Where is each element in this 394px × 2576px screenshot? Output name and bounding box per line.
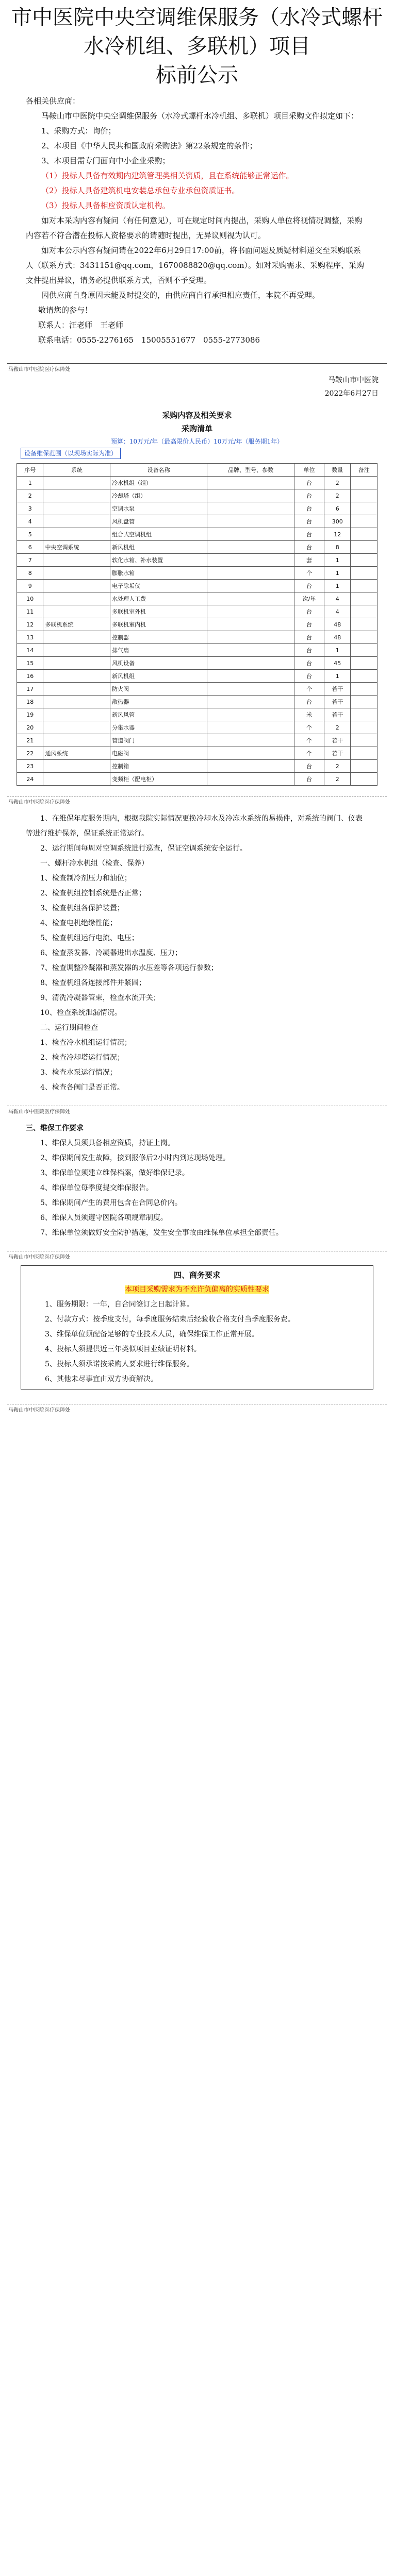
table-cell: 8 [324, 541, 351, 554]
requirement-item: 4、检查电机绝缘性能； [40, 919, 117, 927]
table-row [17, 683, 377, 696]
intro-item-1: 1、采购方式：询价； [41, 126, 116, 135]
table-cell [351, 631, 377, 644]
table-cell: 2 [324, 773, 351, 786]
scope-tag: 设备维保范围（以现场实际为准） [21, 448, 121, 459]
requirement-item: 2、检查机组控制系统是否正常； [40, 889, 146, 897]
table-cell: 台 [294, 528, 324, 541]
table-cell: 7 [17, 554, 43, 567]
table-cell: 2 [324, 489, 351, 502]
table-header-cell: 单位 [294, 464, 324, 477]
table-cell: 1 [324, 670, 351, 683]
requirement-item: 3、检查机组各保护装置； [40, 904, 124, 912]
table-header-cell: 设备名称 [110, 464, 207, 477]
requirement-red-2: （2）投标人具备建筑机电安装总承包专业承包资质证书。 [41, 186, 240, 195]
requirement-item: 1、检查冷水机组运行情况； [40, 1039, 132, 1047]
table-row [17, 605, 377, 618]
requirement-item: 8、检查机组各连接部件并紧固； [40, 979, 146, 987]
page-title [5, 0, 389, 90]
table-cell [43, 477, 110, 489]
section-header-label: 马鞍山市中医院医疗保障处 [8, 1109, 70, 1115]
table-cell: 冷却塔（组） [110, 489, 207, 502]
table-cell: 防火阀 [110, 683, 207, 696]
table-cell [207, 554, 294, 567]
table-body [17, 477, 377, 786]
salutation: 各相关供应商： [26, 96, 80, 106]
business-requirement-item: 1、服务期限：一年，自合同签订之日起计算。 [45, 1300, 194, 1309]
table-cell: 变频柜（配电柜） [110, 773, 207, 786]
table-cell [351, 567, 377, 580]
table-cell: 9 [17, 580, 43, 592]
work-requirements-title: 三、维保工作要求 [26, 1124, 84, 1132]
requirement-red-3: （3）投标人具备相应资质认定机构。 [41, 201, 170, 210]
table-cell: 个 [294, 567, 324, 580]
table-cell: 空调水泵 [110, 502, 207, 515]
table-cell [351, 760, 377, 773]
table-cell: 6 [324, 502, 351, 515]
table-cell [43, 567, 110, 580]
table-cell: 若干 [324, 747, 351, 760]
requirement-item: 9、清洗冷凝器管束，检查水流开关； [40, 994, 160, 1002]
table-cell [43, 580, 110, 592]
requirement-item: 4、检查各阀门是否正常。 [40, 1083, 124, 1092]
requirement-paragraph-1: 1、在维保年度服务期内，根据我院实际情况更换冷却水及冷冻水系统的易损件，对系统的阀门、仪表等进行维护保养，保证系统正常运行。 [26, 815, 363, 838]
device-table [17, 463, 377, 786]
table-cell [43, 721, 110, 734]
thanks-text: 敬请您的参与！ [38, 306, 93, 315]
table-cell: 多联机系统 [43, 618, 110, 631]
table-cell [351, 528, 377, 541]
table-cell: 8 [17, 567, 43, 580]
table-row [17, 477, 377, 489]
work-requirement-item: 7、维保单位须做好安全防护措施，发生安全事故由维保单位承担全部责任。 [40, 1229, 283, 1237]
table-cell: 次/年 [294, 592, 324, 605]
requirement-item: 10、检查系统泄漏情况。 [40, 1009, 122, 1017]
table-cell: 23 [17, 760, 43, 773]
intro-paragraph-4: 因供应商自身原因未能及时提交的，由供应商自行承担相应责任，本院不再受理。 [41, 291, 320, 300]
table-cell: 中央空调系统 [43, 541, 110, 554]
table-cell: 电磁阀 [110, 747, 207, 760]
table-cell: 1 [324, 567, 351, 580]
table-cell [207, 708, 294, 721]
table-cell: 新风机组 [110, 541, 207, 554]
table-cell: 1 [324, 580, 351, 592]
table-header-cell: 品牌、型号、参数 [207, 464, 294, 477]
table-cell: 冷水机组（组） [110, 477, 207, 489]
table-cell: 台 [294, 477, 324, 489]
table-cell: 台 [294, 657, 324, 670]
table-row [17, 515, 377, 528]
table-cell [43, 528, 110, 541]
table-cell: 6 [17, 541, 43, 554]
table-cell: 14 [17, 644, 43, 657]
table-cell: 台 [294, 696, 324, 708]
requirement-red-1: （1）投标人具备有效期内建筑管理类相关资质，且在系统能够正常运作。 [41, 171, 294, 180]
table-cell: 12 [17, 618, 43, 631]
table-cell [351, 541, 377, 554]
table-row [17, 670, 377, 683]
section-header-label: 马鞍山市中医院医疗保障处 [8, 1255, 70, 1260]
table-cell: 控制箱 [110, 760, 207, 773]
signature-date: 2022年6月27日 [324, 389, 379, 398]
table-row [17, 721, 377, 734]
title-line-2: 水冷机组、多联机）项目 [84, 35, 310, 58]
table-row [17, 773, 377, 786]
table-row [17, 747, 377, 760]
table-cell [43, 631, 110, 644]
signature-org: 马鞍山市中医院 [328, 376, 379, 384]
work-requirements-list [26, 1136, 368, 1241]
table-row [17, 541, 377, 554]
intro-item-3: 3、本项目需专门面向中小企业采购； [41, 156, 170, 165]
table-cell: 11 [17, 605, 43, 618]
table-cell: 台 [294, 489, 324, 502]
business-requirements-box [21, 1265, 373, 1389]
table-cell: 个 [294, 721, 324, 734]
table-cell: 2 [324, 760, 351, 773]
table-cell [43, 696, 110, 708]
budget-note: 预算：10万元/年（最高限价人民币）10万元/年（服务期1年） [110, 438, 284, 445]
work-requirement-item: 1、维保人员须具备相应资质，持证上岗。 [40, 1139, 175, 1147]
table-cell [207, 502, 294, 515]
table-cell: 个 [294, 747, 324, 760]
table-cell [207, 541, 294, 554]
table-row [17, 708, 377, 721]
intro-item-2: 2、本项目《中华人民共和国政府采购法》第22条规定的条件； [41, 141, 257, 150]
table-cell: 2 [17, 489, 43, 502]
table-cell: 管道阀门 [110, 734, 207, 747]
table-cell [351, 502, 377, 515]
table-cell [43, 644, 110, 657]
requirement-item: 3、检查水泵运行情况； [40, 1069, 117, 1077]
table-cell [207, 631, 294, 644]
table-cell: 1 [324, 554, 351, 567]
table-cell [207, 683, 294, 696]
table-cell [43, 657, 110, 670]
table-cell: 15 [17, 657, 43, 670]
requirement-paragraph-2: 2、运行期间每周对空调系统进行巡查，保证空调系统安全运行。 [40, 844, 247, 853]
table-row [17, 657, 377, 670]
table-header-cell: 序号 [17, 464, 43, 477]
intro-paragraph-3: 如对本公示内容有疑问请在2022年6月29日17:00前，将书面问题及质疑材料递交至采购联系人（联系方式：3431151@qq.com，1670088820@qq.com）。如对采购需求、采购程序、采购文件提出异议，请务必提供联系方式，否则不予受理。 [26, 246, 364, 285]
table-cell: 12 [324, 528, 351, 541]
table-cell [207, 734, 294, 747]
table-cell [351, 747, 377, 760]
table-cell [207, 515, 294, 528]
table-cell [351, 734, 377, 747]
contact-phones: 联系电话：0555-2276165 15005551677 0555-2773086 [38, 335, 260, 345]
table-cell: 新风机组 [110, 670, 207, 683]
table-cell [207, 528, 294, 541]
table-cell: 台 [294, 631, 324, 644]
table-cell: 2 [324, 477, 351, 489]
table-cell: 20 [17, 721, 43, 734]
table-cell: 10 [17, 592, 43, 605]
table-cell: 台 [294, 670, 324, 683]
business-requirement-item: 3、维保单位须配备足够的专业技术人员，确保维保工作正常开展。 [45, 1330, 259, 1338]
table-cell [207, 477, 294, 489]
intro-paragraph: 马鞍山市中医院中央空调维保服务（水冷式螺杆水冷机组、多联机）项目采购文件拟定如下： [41, 111, 359, 121]
requirement-item: 6、检查蒸发器、冷凝器进出水温度、压力； [40, 949, 182, 957]
table-cell: 套 [294, 554, 324, 567]
table-cell: 台 [294, 515, 324, 528]
table-cell: 1 [324, 644, 351, 657]
business-requirement-item: 6、其他未尽事宜由双方协商解决。 [45, 1375, 158, 1383]
table-cell: 4 [17, 515, 43, 528]
table-cell: 台 [294, 618, 324, 631]
table-cell [207, 489, 294, 502]
table-cell: 台 [294, 541, 324, 554]
requirement-item: 一、螺杆冷水机组（检查、保养） [40, 859, 149, 868]
intro-section [0, 94, 394, 348]
table-cell: 风机设备 [110, 657, 207, 670]
table-cell: 13 [17, 631, 43, 644]
table-cell [351, 708, 377, 721]
requirement-item: 5、检查机组运行电流、电压； [40, 934, 139, 942]
table-cell: 1 [17, 477, 43, 489]
table-row [17, 644, 377, 657]
table-cell [207, 580, 294, 592]
table-cell: 台 [294, 605, 324, 618]
table-header-row [17, 464, 377, 477]
business-note: 本项目采购需求为不允许负偏离的实质性要求 [125, 1285, 269, 1294]
table-cell: 组合式空调机组 [110, 528, 207, 541]
table-cell: 48 [324, 618, 351, 631]
table-header-cell: 备注 [351, 464, 377, 477]
table-cell: 18 [17, 696, 43, 708]
table-cell: 台 [294, 773, 324, 786]
table-cell: 台 [294, 502, 324, 515]
table-cell [207, 670, 294, 683]
table-cell: 通风系统 [43, 747, 110, 760]
table-cell [43, 683, 110, 696]
requirement-item: 7、检查调整冷凝器和蒸发器的水压差等各项运行参数； [40, 964, 218, 972]
table-row [17, 734, 377, 747]
table-row [17, 760, 377, 773]
table-cell [43, 670, 110, 683]
table-cell: 若干 [324, 696, 351, 708]
table-cell [351, 644, 377, 657]
table-row [17, 528, 377, 541]
table-cell [351, 489, 377, 502]
business-requirement-item: 5、投标人须承诺按采购人要求进行维保服务。 [45, 1360, 194, 1368]
table-row [17, 489, 377, 502]
table-cell: 若干 [324, 683, 351, 696]
table-cell: 台 [294, 760, 324, 773]
table-cell: 16 [17, 670, 43, 683]
table-cell [351, 721, 377, 734]
table-cell [207, 657, 294, 670]
table-cell [351, 670, 377, 683]
table-cell: 3 [17, 502, 43, 515]
business-requirements-title: 四、商务要求 [173, 1270, 220, 1280]
table-row [17, 696, 377, 708]
table-row [17, 567, 377, 580]
table-cell [207, 696, 294, 708]
table-cell: 22 [17, 747, 43, 760]
requirement-item: 1、检查制冷剂压力和油位； [40, 874, 132, 883]
table-cell [207, 592, 294, 605]
table-cell [351, 683, 377, 696]
table-cell [351, 580, 377, 592]
table-cell: 散热器 [110, 696, 207, 708]
table-cell: 排气扇 [110, 644, 207, 657]
table-cell: 多联机室内机 [110, 618, 207, 631]
table-cell [207, 618, 294, 631]
table-cell: 17 [17, 683, 43, 696]
table-cell: 风机盘管 [110, 515, 207, 528]
table-cell: 控制器 [110, 631, 207, 644]
title-line-3: 标前公示 [156, 63, 238, 87]
work-requirement-item: 6、维保人员须遵守医院各项规章制度。 [40, 1214, 168, 1222]
table-cell [351, 773, 377, 786]
business-requirement-item: 2、付款方式：按季度支付，每季度服务结束后经验收合格支付当季度服务费。 [45, 1315, 295, 1324]
table-cell: 多联机室外机 [110, 605, 207, 618]
table-cell: 48 [324, 631, 351, 644]
table-cell [207, 747, 294, 760]
table-cell [43, 773, 110, 786]
section-header-label: 马鞍山市中医院医疗保障处 [8, 367, 70, 372]
table-cell [207, 644, 294, 657]
table-cell: 4 [324, 592, 351, 605]
table-cell: 个 [294, 683, 324, 696]
table-cell: 软化水箱、补水装置 [110, 554, 207, 567]
table-cell [351, 554, 377, 567]
table-cell: 米 [294, 708, 324, 721]
business-requirements-list [30, 1297, 364, 1387]
table-cell [351, 477, 377, 489]
table-cell: 4 [324, 605, 351, 618]
table-cell: 电子除垢仪 [110, 580, 207, 592]
table-cell [351, 618, 377, 631]
table-cell [43, 502, 110, 515]
requirements-section [0, 811, 394, 1095]
intro-paragraph-2: 如对本采购内容有疑问（有任何意见），可在规定时间内提出，采购人单位将视情况调整，采购内容若不符合潜在投标人资格要求的请随时提出，无异议则视为认可。 [26, 216, 363, 240]
table-cell [43, 515, 110, 528]
business-requirement-item: 4、投标人须提供近三年类似项目业绩证明材料。 [45, 1345, 201, 1353]
title-line-1: 市中医院中央空调维保服务（水冷式螺杆 [11, 6, 383, 29]
table-cell: 若干 [324, 708, 351, 721]
table-cell [351, 696, 377, 708]
table-row [17, 580, 377, 592]
table-row [17, 502, 377, 515]
table-cell: 300 [324, 515, 351, 528]
table-cell: 个 [294, 734, 324, 747]
signature-block [0, 374, 394, 400]
table-cell [207, 773, 294, 786]
table-cell [43, 489, 110, 502]
table-row [17, 631, 377, 644]
table-cell: 膨胀水箱 [110, 567, 207, 580]
table-cell: 新风风管 [110, 708, 207, 721]
table-row [17, 554, 377, 567]
table-cell: 台 [294, 644, 324, 657]
table-row [17, 592, 377, 605]
requirements-list [26, 856, 368, 1095]
section-subtitle: 采购清单 [181, 424, 212, 433]
table-cell [43, 734, 110, 747]
table-cell: 台 [294, 580, 324, 592]
table-cell: 2 [324, 721, 351, 734]
table-cell: 5 [17, 528, 43, 541]
table-cell [43, 708, 110, 721]
table-cell [351, 592, 377, 605]
requirement-item: 2、检查冷却塔运行情况； [40, 1054, 124, 1062]
table-cell [43, 605, 110, 618]
table-cell [207, 605, 294, 618]
work-requirement-item: 5、维保期间产生的费用包含在合同总价内。 [40, 1199, 182, 1207]
table-row [17, 618, 377, 631]
table-cell [207, 721, 294, 734]
requirement-item: 二、运行期间检查 [40, 1024, 98, 1032]
table-cell: 45 [324, 657, 351, 670]
table-cell [351, 515, 377, 528]
table-cell: 若干 [324, 734, 351, 747]
work-requirement-item: 3、维保单位须建立维保档案，做好维保记录。 [40, 1169, 189, 1177]
table-cell [351, 605, 377, 618]
table-header-cell: 系统 [43, 464, 110, 477]
table-cell [43, 760, 110, 773]
work-requirement-item: 4、维保单位每季度提交维保报告。 [40, 1184, 153, 1192]
footer-label: 马鞍山市中医院医疗保障处 [8, 1408, 70, 1413]
work-requirement-item: 2、维保期间发生故障，接到报修后2小时内到达现场处理。 [40, 1154, 230, 1162]
section-header-label: 马鞍山市中医院医疗保障处 [8, 800, 70, 805]
table-header-cell: 数量 [324, 464, 351, 477]
table-cell [43, 554, 110, 567]
section-title: 采购内容及相关要求 [162, 411, 232, 420]
work-requirements-section [0, 1121, 394, 1241]
table-cell [207, 760, 294, 773]
table-cell: 分集水器 [110, 721, 207, 734]
contact-people: 联系人：汪老师 王老师 [38, 320, 124, 330]
table-cell [207, 567, 294, 580]
table-cell [351, 657, 377, 670]
table-cell: 21 [17, 734, 43, 747]
table-cell: 水处理人工费 [110, 592, 207, 605]
table-cell [43, 592, 110, 605]
table-cell: 24 [17, 773, 43, 786]
table-cell: 19 [17, 708, 43, 721]
